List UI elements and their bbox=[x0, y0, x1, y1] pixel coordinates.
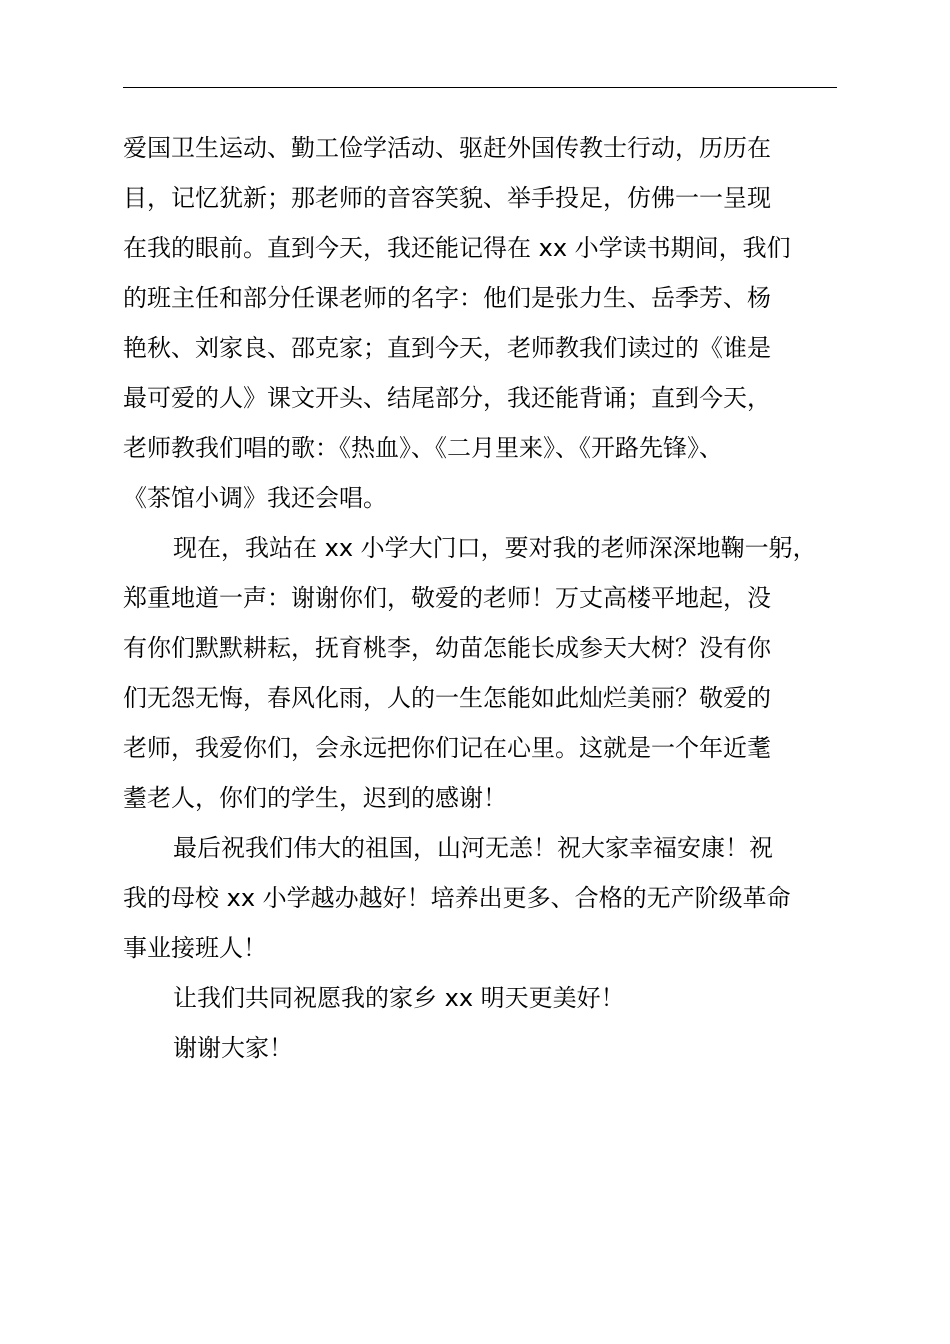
paragraph-start-line: 让我们共同祝愿我的家乡 xx 明天更美好！ bbox=[173, 984, 625, 1012]
text-line: 艳秋、刘家良、邵克家；直到今天，老师教我们读过的《谁是 bbox=[123, 334, 771, 362]
text-line: 在我的眼前。直到今天，我还能记得在 xx 小学读书期间，我们 bbox=[123, 234, 791, 262]
text-line: 我的母校 xx 小学越办越好！培养出更多、合格的无产阶级革命 bbox=[123, 884, 791, 912]
text-line: 郑重地道一声：谢谢你们，敬爱的老师！万丈高楼平地起，没 bbox=[123, 584, 771, 612]
paragraph-start-line: 最后祝我们伟大的祖国，山河无恙！祝大家幸福安康！祝 bbox=[173, 834, 773, 862]
text-line: 们无怨无悔，春风化雨，人的一生怎能如此灿烂美丽？敬爱的 bbox=[123, 684, 771, 712]
text-line: 有你们默默耕耘，抚育桃李，幼苗怎能长成参天大树？没有你 bbox=[123, 634, 771, 662]
text-line: 《茶馆小调》我还会唱。 bbox=[123, 484, 387, 512]
text-line: 最可爱的人》课文开头、结尾部分，我还能背诵；直到今天， bbox=[123, 384, 771, 412]
paragraph-start-line: 现在，我站在 xx 小学大门口，要对我的老师深深地鞠一躬， bbox=[173, 534, 817, 562]
text-line: 爱国卫生运动、勤工俭学活动、驱赶外国传教士行动，历历在 bbox=[123, 134, 771, 162]
text-line: 事业接班人！ bbox=[123, 934, 267, 962]
header-rule bbox=[123, 87, 837, 88]
text-line: 老师，我爱你们，会永远把你们记在心里。这就是一个年近耄 bbox=[123, 734, 771, 762]
text-line: 目，记忆犹新；那老师的音容笑貌、举手投足，仿佛一一呈现 bbox=[123, 184, 771, 212]
text-line: 老师教我们唱的歌：《热血》、《二月里来》、《开路先锋》、 bbox=[123, 434, 723, 462]
closing-line: 谢谢大家！ bbox=[173, 1034, 293, 1062]
text-line: 耋老人，你们的学生，迟到的感谢！ bbox=[123, 784, 507, 812]
document-body bbox=[123, 123, 863, 1073]
text-line: 的班主任和部分任课老师的名字：他们是张力生、岳季芳、杨 bbox=[123, 284, 771, 312]
